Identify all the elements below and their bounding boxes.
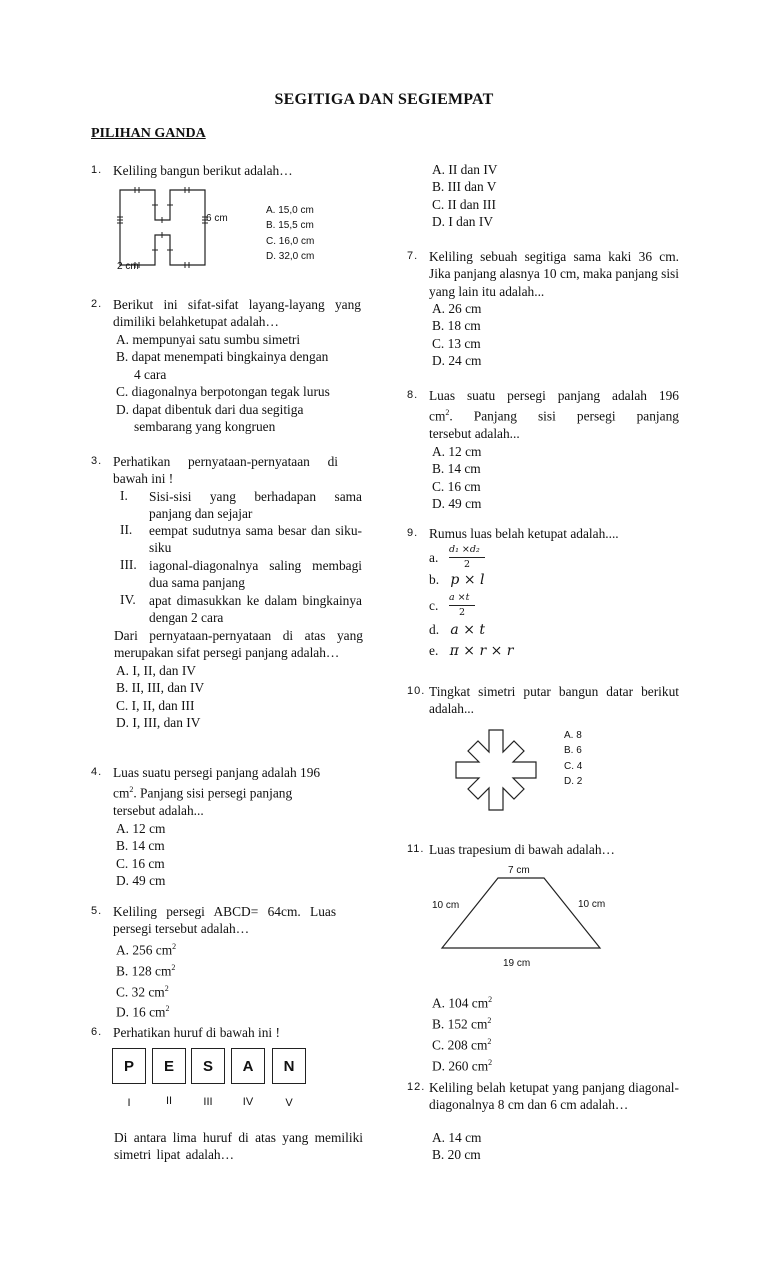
- unit-exponent: 2: [445, 408, 450, 418]
- formula-option-b: [429, 572, 549, 588]
- letter-box-p: P: [112, 1048, 146, 1084]
- question-text-block: [113, 903, 363, 1021]
- options-q7: [432, 300, 632, 370]
- question-12: [407, 1079, 679, 1167]
- option-a: A. 12 cm: [116, 820, 166, 836]
- statement-number: II.: [120, 522, 133, 537]
- question-number: 6.: [91, 1026, 103, 1038]
- question-6: [91, 1024, 363, 1044]
- option-a: A. 12 cm: [432, 443, 482, 459]
- question-text-line1: Luas suatu persegi panjang adalah 196: [113, 765, 321, 780]
- option-d: [113, 1000, 363, 1021]
- option-a: A. 26 cm: [432, 301, 482, 316]
- question-number: 5.: [91, 905, 103, 917]
- formula: a × t: [450, 622, 486, 638]
- roman-label-3: III: [203, 1096, 213, 1108]
- option-d: D. 32,0 cm: [266, 251, 315, 263]
- option-d: D. 2: [564, 776, 583, 788]
- question-text: Luas trapesium di bawah adalah…: [429, 842, 615, 857]
- question-text: Di antara lima huruf di atas yang memiliki simetri lipat adalah…: [114, 1130, 363, 1163]
- option-c: C. 4: [564, 760, 583, 772]
- statement-number: III.: [120, 557, 137, 572]
- question-5: [91, 903, 363, 1020]
- fraction-denominator: 2: [464, 559, 471, 570]
- letter-box-a: A: [231, 1048, 265, 1084]
- fraction-bar: [449, 605, 475, 606]
- roman-label-2: II: [165, 1095, 173, 1107]
- figure-width-label: 6 cm: [206, 213, 228, 224]
- option-b: B. II, III, dan IV: [116, 680, 205, 696]
- formula-option-d: [429, 622, 549, 638]
- unit-exponent: 2: [488, 995, 493, 1004]
- trapezium-right-label: 10 cm: [578, 899, 606, 910]
- question-text-line3: tersebut adalah...: [429, 426, 520, 442]
- trapezium-left-label: 10 cm: [432, 900, 460, 911]
- letter-box-s: S: [191, 1048, 225, 1084]
- question-text: Rumus luas belah ketupat adalah....: [429, 526, 619, 541]
- question-text-block: [429, 387, 679, 512]
- letter-box-e: E: [152, 1048, 186, 1084]
- formula-option-c: [429, 592, 549, 620]
- fraction-numerator: d₁ ×d₂: [449, 544, 480, 555]
- page-title: SEGITIGA DAN SEGIEMPAT: [274, 91, 494, 108]
- formula-option-e: [429, 643, 549, 659]
- option-text: D. 16 cm: [116, 1004, 166, 1020]
- question-number: 3.: [91, 455, 103, 467]
- question-text-line3: tersebut adalah...: [113, 803, 204, 819]
- option-b-cont: 4 cara: [134, 366, 167, 382]
- letter-box-n: N: [272, 1048, 306, 1084]
- formula: p × l: [450, 572, 485, 588]
- option-c: C. diagonalnya berpotongan tegak lurus: [116, 384, 330, 400]
- option-b: B. 18 cm: [432, 318, 481, 334]
- question-text: Keliling belah ketupat yang panjang diagonal-diagonalnya 8 cm dan 6 cm adalah…: [429, 1080, 679, 1113]
- option-c: C. 16,0 cm: [266, 235, 315, 247]
- question-text-line2: [113, 781, 363, 802]
- trapezium-top-label: 7 cm: [508, 865, 530, 876]
- question-number: 2.: [91, 298, 103, 310]
- question-text: Perhatikan huruf di bawah ini !: [113, 1025, 280, 1040]
- question-text-line2: [429, 404, 679, 425]
- option-text: C. 208 cm: [432, 1037, 488, 1053]
- fraction-bar: [449, 557, 485, 558]
- question-text-block: [113, 764, 363, 889]
- unit: cm: [429, 408, 446, 424]
- options-q11: [432, 991, 632, 1074]
- option-text: A. 104 cm: [432, 995, 489, 1011]
- section-heading: PILIHAN GANDA: [91, 126, 206, 141]
- option-text: A. 256 cm: [116, 942, 173, 958]
- question-9: [407, 525, 679, 545]
- unit-exponent: 2: [487, 1036, 492, 1046]
- option-d: D. dapat dibentuk dari dua segitiga: [116, 401, 304, 417]
- question-number: 1.: [91, 164, 103, 176]
- option-d: D. I, III, dan IV: [116, 715, 201, 731]
- option-c: [113, 980, 363, 1001]
- statement-text: apat dimasukkan ke dalam bingkainya dengan 2 cara: [149, 593, 362, 626]
- question-text: Keliling bangun berikut adalah…: [113, 163, 293, 178]
- options-q12: [432, 1129, 632, 1164]
- option-b: B. 14 cm: [116, 838, 165, 854]
- statement-text: iagonal-diagonalnya saling membagi dua sama panjang: [149, 558, 362, 591]
- options-q2: [116, 331, 361, 435]
- option-c: C. II dan III: [432, 196, 496, 212]
- formula: π × r × r: [449, 643, 514, 659]
- question-2: [91, 296, 363, 436]
- question-text: Keliling sebuah segitiga sama kaki 36 cm. Jika panjang alasnya 10 cm, maka panjang sisi yang lain itu adalah...: [429, 249, 679, 299]
- option-a: A. II dan IV: [432, 162, 498, 177]
- option-label: c.: [429, 598, 439, 613]
- statement-2: [113, 522, 363, 558]
- star-shape-figure: [440, 716, 552, 824]
- question-text-line2: persegi tersebut adalah…: [113, 921, 250, 937]
- question-number: 12.: [407, 1081, 426, 1093]
- question-text-line1: Keliling persegi ABCD= 64cm. Luas: [113, 904, 337, 919]
- unit-exponent: 2: [164, 983, 169, 993]
- question-number: 10.: [407, 685, 426, 697]
- question-3-prompt: [114, 627, 363, 747]
- option-label: e.: [429, 643, 439, 658]
- option-b: [432, 1012, 632, 1033]
- question-number: 7.: [407, 250, 419, 262]
- statement-number: IV.: [120, 592, 136, 607]
- trapezium-bottom-label: 19 cm: [503, 958, 531, 969]
- trapezium-figure: [440, 876, 602, 950]
- options-q1: [266, 203, 356, 265]
- unit-exponent: 2: [129, 785, 134, 795]
- fraction-denominator: 2: [459, 607, 466, 618]
- formula-option-a: [429, 544, 549, 572]
- question-6-prompt: [114, 1129, 363, 1169]
- question-number: 8.: [407, 389, 419, 401]
- option-b: B. 6: [564, 745, 582, 757]
- question-text: Tingkat simetri putar bangun datar berikut adalah...: [429, 684, 679, 717]
- option-d: D. 24 cm: [432, 353, 482, 369]
- question-8: [407, 387, 679, 512]
- option-b: B. dapat menempati bingkainya dengan: [116, 349, 329, 365]
- option-c: C. 16 cm: [432, 478, 481, 494]
- statement-text: Sisi-sisi yang berhadapan sama panjang dan sejajar: [149, 489, 362, 522]
- option-b: B. III dan V: [432, 179, 497, 195]
- unit: cm: [113, 785, 130, 801]
- option-label: a.: [429, 550, 439, 565]
- option-a: A. I, II, dan IV: [116, 662, 196, 678]
- option-d: D. 49 cm: [432, 495, 482, 511]
- unit-exponent: 2: [488, 1057, 493, 1067]
- text-rest: . Panjang sisi persegi panjang: [133, 785, 293, 801]
- option-label: d.: [429, 622, 440, 637]
- fraction-numerator: a ×t: [449, 592, 470, 603]
- option-text: B. 152 cm: [432, 1016, 488, 1032]
- option-b: B. 14 cm: [432, 461, 481, 477]
- option-a: A. 15,0 cm: [266, 205, 314, 216]
- text-rest: . Panjang sisi persegi panjang: [449, 408, 679, 424]
- roman-label-1: I: [127, 1097, 131, 1109]
- option-label: b.: [429, 572, 440, 587]
- option-d: [432, 1054, 632, 1075]
- question-11: [407, 841, 679, 861]
- option-a: A. mempunyai satu sumbu simetri: [116, 332, 301, 347]
- option-c: C. 13 cm: [432, 335, 481, 351]
- option-b: B. 20 cm: [432, 1147, 481, 1163]
- option-b: B. 15,5 cm: [266, 220, 314, 232]
- question-text-line1: Luas suatu persegi panjang adalah 196: [429, 388, 679, 403]
- roman-label-5: V: [285, 1097, 293, 1109]
- option-a: A. 14 cm: [432, 1130, 482, 1145]
- roman-label-4: IV: [242, 1096, 254, 1108]
- question-text: Dari pernyataan-pernyataan di atas yang merupakan sifat persegi panjang adalah…: [114, 628, 363, 661]
- question-text: Perhatikan pernyataan-pernyataan di bawah ini !: [113, 454, 338, 487]
- option-b: [113, 959, 363, 980]
- question-number: 11.: [407, 843, 425, 855]
- question-number: 4.: [91, 766, 103, 778]
- unit-exponent: 2: [172, 941, 177, 951]
- option-d: D. 49 cm: [116, 872, 166, 888]
- option-text: C. 32 cm: [116, 984, 165, 1000]
- unit-exponent: 2: [171, 962, 176, 972]
- option-c: C. I, II, dan III: [116, 697, 195, 713]
- unit-exponent: 2: [487, 1015, 492, 1025]
- option-d: D. I dan IV: [432, 214, 493, 230]
- question-number: 9.: [407, 527, 419, 539]
- option-a: [113, 938, 363, 959]
- options-q10: [564, 728, 604, 790]
- statement-text: eempat sudutnya sama besar dan siku-siku: [149, 523, 362, 556]
- statement-1: [113, 488, 363, 524]
- option-a: [432, 991, 632, 1012]
- statement-number: I.: [120, 488, 128, 503]
- question-7: [407, 248, 679, 373]
- question-6-options: [432, 161, 672, 233]
- question-text: Berikut ini sifat-sifat layang-layang yang dimiliki belahketupat adalah…: [113, 297, 361, 330]
- option-a: A. 8: [564, 730, 582, 741]
- unit-exponent: 2: [165, 1004, 170, 1014]
- figure-height-label: 2 cm: [117, 261, 139, 272]
- option-d-cont: sembarang yang kongruen: [134, 419, 276, 435]
- statement-4: [113, 592, 363, 628]
- option-c: [432, 1033, 632, 1054]
- option-text: D. 260 cm: [432, 1058, 489, 1074]
- option-text: B. 128 cm: [116, 963, 172, 979]
- option-c: C. 16 cm: [116, 855, 165, 871]
- statement-3: [113, 557, 363, 593]
- question-4: [91, 764, 363, 888]
